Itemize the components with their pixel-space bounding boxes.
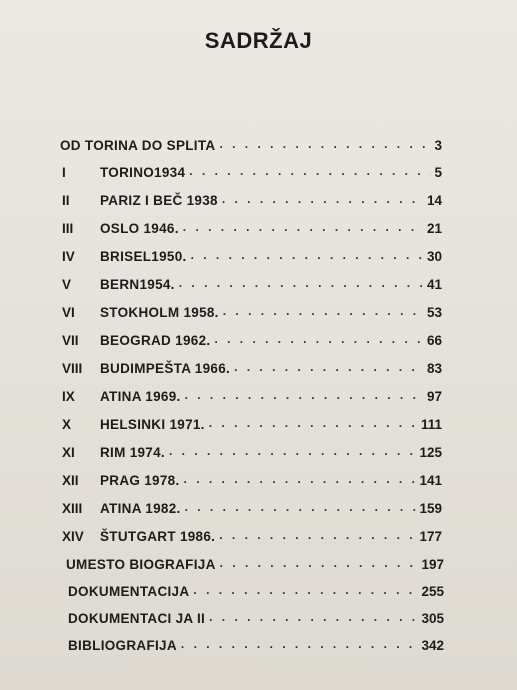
dot-leader [209, 417, 418, 429]
toc-entry-label: STOKHOLM 1958. [100, 305, 219, 320]
toc-entry-page: 14 [426, 193, 442, 208]
toc-entry-page: 111 [420, 417, 442, 432]
toc-entry-page: 30 [426, 249, 442, 264]
toc-entry [62, 216, 442, 236]
dot-leader [219, 529, 416, 541]
toc-entry-page: 197 [421, 557, 444, 572]
dot-leader [191, 249, 424, 261]
toc-entry-number: XIV [62, 529, 84, 544]
toc-entry-number: II [62, 193, 70, 208]
toc-entry-page: 305 [421, 611, 444, 626]
dot-leader [179, 277, 424, 289]
dot-leader [220, 557, 419, 569]
toc-entry-number: IX [62, 389, 75, 404]
toc-entry-page: 83 [426, 361, 442, 376]
toc-entry-label: DOKUMENTACI JA II [68, 611, 206, 626]
toc-entry-number: VIII [62, 361, 83, 376]
toc-entry [60, 133, 442, 153]
dot-leader [181, 638, 419, 650]
toc-entry [62, 524, 442, 544]
toc-entry-label: BERN1954. [100, 277, 175, 292]
toc-entry [62, 188, 442, 208]
toc-entry-page: 97 [426, 389, 442, 404]
toc-entry-page: 66 [426, 333, 442, 348]
dot-leader [209, 611, 418, 623]
toc-entry [68, 579, 444, 599]
dot-leader [222, 193, 424, 205]
toc-entry-number: III [62, 221, 74, 236]
toc-entry-page: 5 [434, 165, 442, 180]
toc-entry [62, 244, 442, 264]
toc-entry-label: ŠTUTGART 1986. [100, 529, 216, 544]
dot-leader [189, 165, 431, 177]
toc-entry [62, 440, 442, 460]
toc-entry-label: RIM 1974. [100, 445, 165, 460]
toc-entry-number: VII [62, 333, 79, 348]
toc-entry-label: BEOGRAD 1962. [100, 333, 211, 348]
toc-entry-number: XI [62, 445, 75, 460]
toc-entry-number: VI [62, 305, 75, 320]
toc-entry-page: 159 [419, 501, 442, 516]
page-title: SADRŽAJ [204, 28, 313, 53]
dot-leader [169, 445, 416, 457]
toc-entry-number: I [62, 165, 66, 180]
dot-leader [193, 584, 418, 596]
toc-entry-page: 21 [426, 221, 442, 236]
toc-entry-label: DOKUMENTACIJA [68, 584, 190, 599]
toc-entry-page: 41 [426, 277, 442, 292]
toc-entry-page: 125 [419, 445, 442, 460]
toc-entry [62, 468, 442, 488]
toc-entry-number: XII [62, 473, 79, 488]
toc-entry-label: OD TORINA DO SPLITA [60, 138, 216, 153]
toc-entry-label: OSLO 1946. [100, 221, 179, 236]
dot-leader [183, 221, 424, 233]
toc-entry [62, 272, 442, 292]
toc-entry [62, 384, 442, 404]
toc-entry-page: 3 [434, 138, 442, 153]
toc-entry-page: 177 [419, 529, 442, 544]
toc-entry [68, 606, 444, 626]
dot-leader [185, 501, 417, 513]
toc-entry [62, 328, 442, 348]
dot-leader [219, 138, 431, 150]
toc-entry-page: 141 [419, 473, 442, 488]
toc-entry [66, 552, 444, 572]
dot-leader [234, 361, 424, 373]
toc-entry-label: BUDIMPEŠTA 1966. [100, 361, 231, 376]
toc-entry [62, 412, 442, 432]
toc-entry [62, 300, 442, 320]
toc-entry-label: HELSINKI 1971. [100, 417, 205, 432]
toc-entry-label: ATINA 1982. [100, 501, 181, 516]
toc-entry-page: 342 [421, 638, 444, 653]
toc-entry-label: BIBLIOGRAFIJA [68, 638, 177, 653]
toc-entry [62, 356, 442, 376]
toc-entry [62, 160, 442, 180]
toc-entry-number: IV [62, 249, 75, 264]
dot-leader [214, 333, 424, 345]
toc-entry [62, 496, 442, 516]
toc-entry [68, 633, 444, 653]
toc-entry-number: XIII [62, 501, 83, 516]
toc-entry-label: PARIZ I BEČ 1938 [100, 193, 218, 208]
toc-entry-label: PRAG 1978. [100, 473, 180, 488]
toc-entry-page: 53 [426, 305, 442, 320]
toc-entry-page: 255 [421, 584, 444, 599]
dot-leader [184, 473, 417, 485]
toc-entry-label: BRISEL1950. [100, 249, 187, 264]
toc-entry-label: UMESTO BIOGRAFIJA [66, 557, 216, 572]
toc-entry-label: TORINO1934 [100, 165, 186, 180]
toc-entry-number: V [62, 277, 72, 292]
dot-leader [223, 305, 424, 317]
toc-entry-number: X [62, 417, 72, 432]
dot-leader [185, 389, 424, 401]
toc-entry-label: ATINA 1969. [100, 389, 181, 404]
